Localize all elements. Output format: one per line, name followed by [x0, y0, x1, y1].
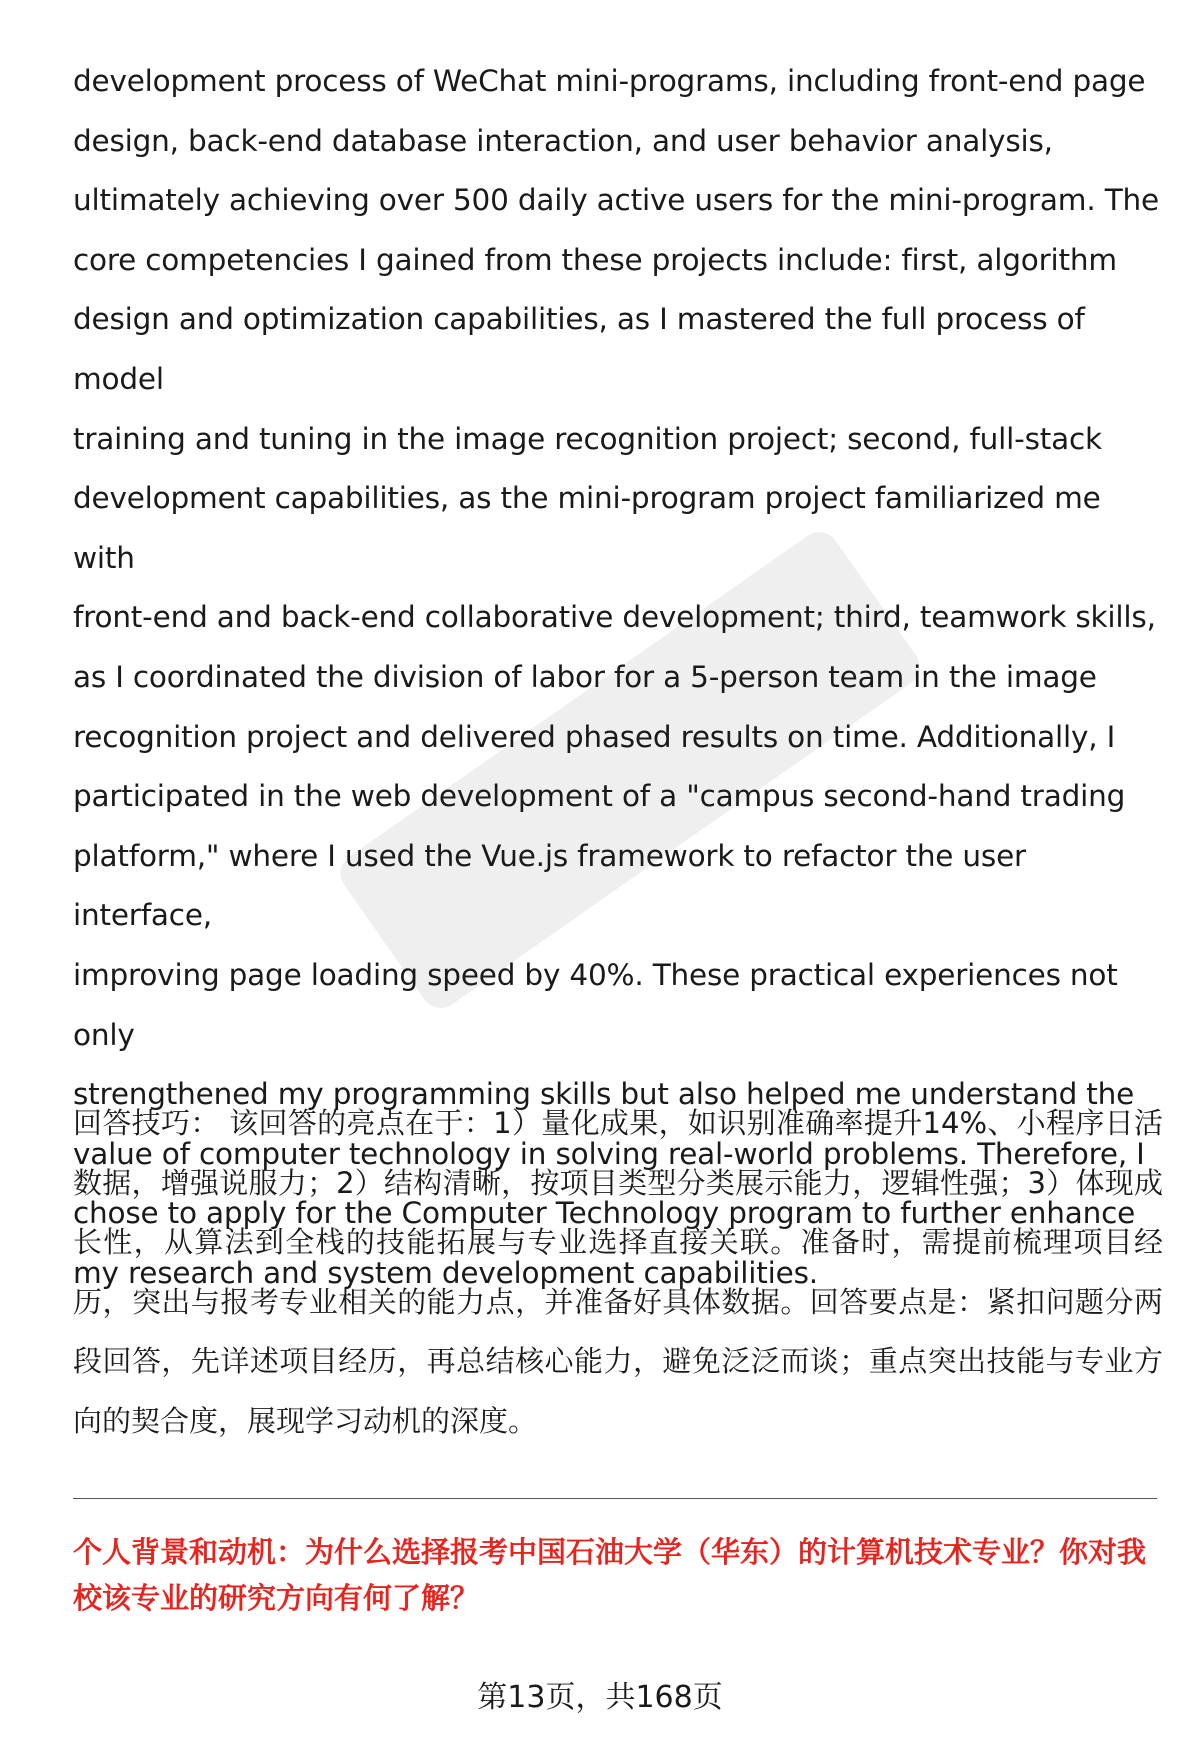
- answer-line: training and tuning in the image recognition project; second, full-stack: [73, 421, 1102, 456]
- answer-line: development capabilities, as the mini-program project familiarized me with: [73, 481, 1101, 575]
- answer-line: core competencies I gained from these projects include: first, algorithm: [73, 242, 1117, 277]
- answer-line: recognition project and delivered phased results on time. Additionally, I: [73, 719, 1116, 754]
- answer-line: development process of WeChat mini-programs, including front-end page: [73, 64, 1146, 98]
- answer-line: value of computer technology in solving real-world problems. Therefore, I: [73, 1136, 1145, 1171]
- answer-line: strengthened my programming skills but also helped me understand the: [73, 1077, 1135, 1112]
- answer-tips-paragraph: 回答技巧： 该回答的亮点在于：1）量化成果，如识别准确率提升14%、小程序日活数据，增强说服力；2）结构清晰，按项目类型分类展示能力，逻辑性强；3）体现成长性，从算法到全栈的技能拓展与专业选择直接关联。准备时，需提前梳理项目经历，突出与报考专业相关的能力点，并准备好具体数据。回答要点是：紧扣问题分两段回答，先详述项目经历，再总结核心能力，避免泛泛而谈；重点突出技能与专业方向的契合度，展现学习动机的深度。: [73, 1106, 1163, 1438]
- answer-line: chose to apply for the Computer Technology program to further enhance: [73, 1196, 1136, 1231]
- answer-line: ultimately achieving over 500 daily active users for the mini-program. The: [73, 183, 1159, 218]
- answer-line: as I coordinated the division of labor for a 5-person team in the image: [73, 659, 1097, 694]
- answer-line: my research and system development capabilities.: [73, 1255, 818, 1290]
- page-footer: 第13页，共168页: [477, 1680, 723, 1715]
- interview-question-heading: 个人背景和动机：为什么选择报考中国石油大学（华东）的计算机技术专业？你对我校该专业的研究方向有何了解？: [73, 1535, 1147, 1615]
- answer-line: improving page loading speed by 40%. These practical experiences not only: [73, 957, 1118, 1052]
- answer-line: design, back-end database interaction, and user behavior analysis,: [73, 123, 1053, 158]
- answer-line: design and optimization capabilities, as I mastered the full process of model: [73, 302, 1085, 396]
- section-divider: [73, 1498, 1157, 1499]
- answer-line: platform," where I used the Vue.js framework to refactor the user interface,: [73, 838, 1026, 933]
- answer-line: participated in the web development of a "campus second-hand trading: [73, 779, 1126, 814]
- answer-line: front-end and back-end collaborative development; third, teamwork skills,: [73, 600, 1156, 635]
